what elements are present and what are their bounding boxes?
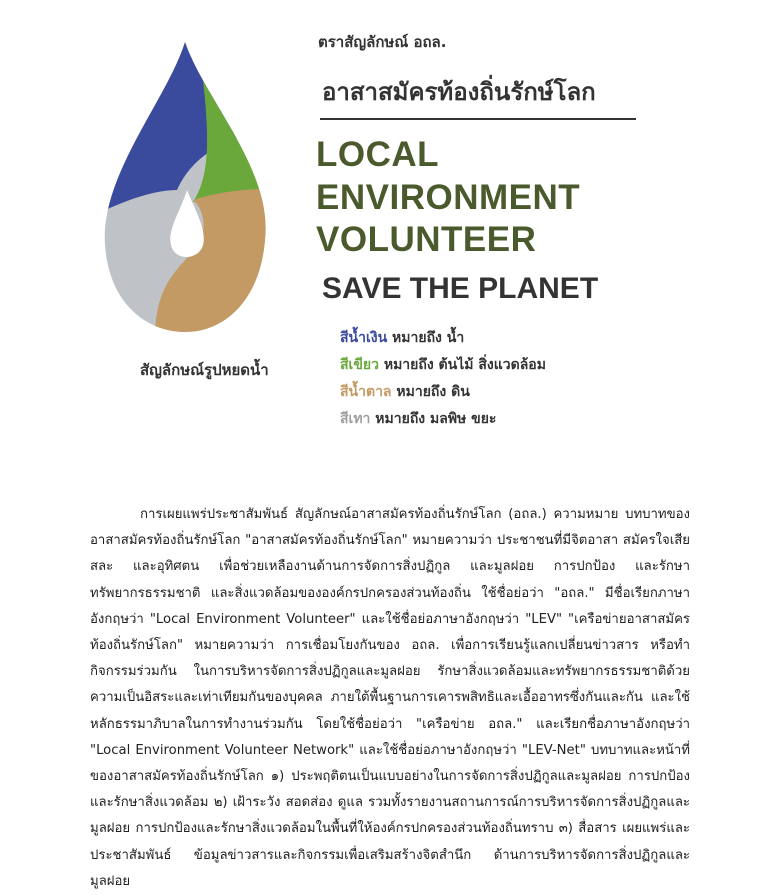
- legend-color-name: สีน้ำเงิน: [340, 330, 388, 346]
- legend-row-green: [340, 352, 546, 379]
- legend-row-gray: [340, 406, 546, 433]
- legend-color-name: สีเขียว: [340, 357, 379, 373]
- english-title-line-3: VOLUNTEER: [316, 220, 537, 259]
- english-title-line-1: LOCAL: [316, 135, 440, 174]
- drop-caption: สัญลักษณ์รูปหยดน้ำ: [140, 361, 269, 379]
- thai-title: อาสาสมัครท้องถิ่นรักษ์โลก: [322, 78, 596, 106]
- color-legend: [340, 325, 546, 433]
- legend-meaning: หมายถึง ต้นไม้ สิ่งแวดล้อม: [383, 357, 546, 373]
- water-drop-logo: [95, 40, 275, 340]
- brand-label: ตราสัญลักษณ์ อถล.: [318, 33, 447, 51]
- legend-color-name: สีน้ำตาล: [340, 384, 392, 400]
- legend-row-brown: [340, 379, 546, 406]
- tagline: SAVE THE PLANET: [322, 272, 599, 305]
- legend-meaning: หมายถึง น้ำ: [392, 330, 465, 346]
- body-paragraph: การเผยแพร่ประชาสัมพันธ์ สัญลักษณ์อาสาสมัครท้องถิ่นรักษ์โลก (อถล.) ความหมาย บทบาทของอาสาสมัครท้องถิ่นรักษ์โลก "อาสาสมัครท้องถิ่นรักษ์โลก" หมายความว่า ประชาชนที่มีจิตอาสา สมัครใจเสียสละ และอุทิศตน เพื่อช่วยเหลืองานด้านการจัดการสิ่งปฏิกูล และมูลฝอย การปกป้อง และรักษาทรัพยากรธรรมชาติ และสิ่งแวดล้อมขององค์กรปกครองส่วนท้องถิ่น ใช้ชื่อย่อว่า "อถล." มีชื่อเรียกภาษาอังกฤษว่า "Local Environment Volunteer" และใช้ชื่อย่อภาษาอังกฤษว่า "LEV" "เครือข่ายอาสาสมัครท้องถิ่นรักษ์โลก" หมายความว่า การเชื่อมโยงกันของ อถล. เพื่อการเรียนรู้แลกเปลี่ยนข่าวสาร หรือทำกิจกรรมร่วมกัน ในการบริหารจัดการสิ่งปฏิกูลและมูลฝอย รักษาสิ่งแวดล้อมและทรัพยากรธรรมชาติด้วยความเป็นอิสระและเท่าเทียมกันของบุคคล ภายใต้พื้นฐานการเคารพสิทธิและเอื้ออาทรซึ่งกันและกัน และใช้หลักธรรมาภิบาลในการทำงานร่วมกัน โดยใช้ชื่อย่อว่า "เครือข่าย อถล." และเรียกชื่อภาษาอังกฤษว่า "Local Environment Volunteer Network" และใช้ชื่อย่อภาษาอังกฤษว่า "LEV-Net" บทบาทและหน้าที่ของอาสาสมัครท้องถิ่นรักษ์โลก ๑) ประพฤติตนเป็นแบบอย่างในการจัดการสิ่งปฏิกูลและมูลฝอย การปกป้องและรักษาสิ่งแวดล้อม ๒) เฝ้าระวัง สอดส่อง ดูแล รวมทั้งรายงานสถานการณ์การบริหารจัดการสิ่งปฏิกูลและมูลฝอย การปกป้องและรักษาสิ่งแวดล้อมในพื้นที่ให้องค์กรปกครองส่วนท้องถิ่นทราบ ๓) สื่อสาร เผยแพร่และประชาสัมพันธ์ ข้อมูลข่าวสารและกิจกรรมเพื่อเสริมสร้างจิตสำนึก ด้านการบริหารจัดการสิ่งปฏิกูลและมูลฝอย: [90, 507, 690, 889]
- legend-meaning: หมายถึง มลพิษ ขยะ: [375, 411, 497, 427]
- title-divider: [320, 118, 636, 120]
- legend-color-name: สีเทา: [340, 411, 371, 427]
- legend-row-blue: [340, 325, 546, 352]
- english-title-line-2: ENVIRONMENT: [316, 178, 581, 217]
- body-text: [90, 502, 690, 895]
- legend-meaning: หมายถึง ดิน: [396, 384, 470, 400]
